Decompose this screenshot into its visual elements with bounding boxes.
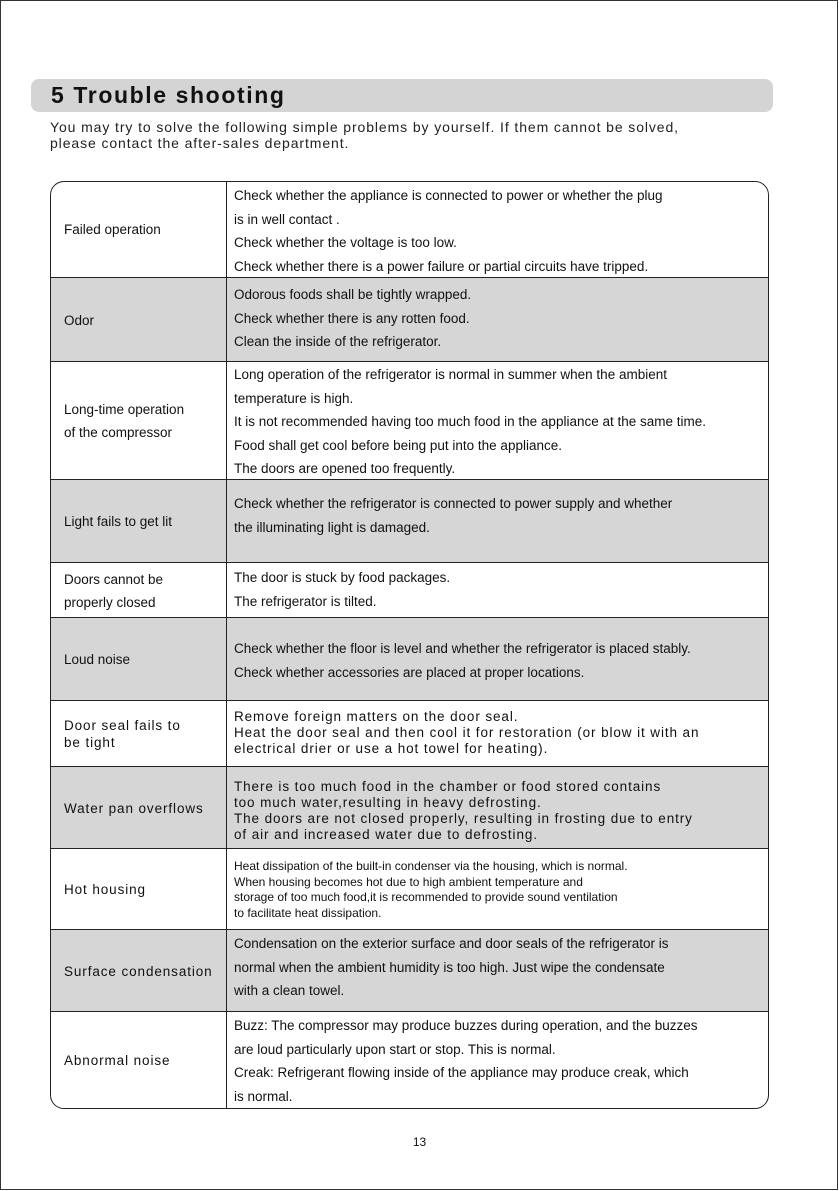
page-number: 13 bbox=[412, 1135, 427, 1149]
problem-cell bbox=[64, 767, 224, 849]
intro-text bbox=[50, 119, 770, 151]
solution-cell bbox=[234, 492, 764, 539]
solution-line: of air and increased water due to defrosting. bbox=[234, 827, 538, 842]
problem-label: Door seal fails to bbox=[64, 718, 181, 733]
solution-line: Long operation of the refrigerator is normal in summer when the ambient bbox=[234, 367, 667, 382]
problem-cell bbox=[64, 701, 224, 767]
problem-label: Odor bbox=[64, 312, 95, 328]
column-divider bbox=[226, 767, 227, 849]
solution-cell bbox=[234, 637, 764, 684]
solution-line: Buzz: The compressor may produce buzzes during operation, and the buzzes bbox=[234, 1018, 698, 1033]
table-row-long-time-operation bbox=[51, 361, 768, 480]
solution-line: Check whether the appliance is connected to power or whether the plug bbox=[234, 188, 663, 203]
solution-cell bbox=[234, 709, 764, 757]
problem-label: be tight bbox=[64, 735, 116, 750]
solution-cell bbox=[234, 283, 764, 354]
problem-cell bbox=[64, 1012, 224, 1109]
solution-line: Check whether accessories are placed at proper locations. bbox=[234, 664, 585, 680]
intro-line: please contact the after-sales department. bbox=[50, 135, 350, 151]
column-divider bbox=[226, 278, 227, 362]
problem-cell bbox=[64, 563, 224, 618]
table-row-water-pan bbox=[51, 766, 768, 849]
solution-cell bbox=[234, 779, 764, 843]
solution-line: Odorous foods shall be tightly wrapped. bbox=[234, 287, 472, 302]
problem-label: Water pan overflows bbox=[64, 800, 204, 816]
solution-cell bbox=[234, 566, 764, 613]
solution-cell bbox=[234, 184, 764, 278]
table-row-door-seal bbox=[51, 700, 768, 767]
solution-line: Check whether the floor is level and whether the refrigerator is placed stably. bbox=[234, 641, 691, 656]
solution-line: Check whether there is a power failure or partial circuits have tripped. bbox=[234, 258, 649, 274]
solution-line: too much water,resulting in heavy defrosting. bbox=[234, 795, 542, 810]
solution-line: Condensation on the exterior surface and door seals of the refrigerator is bbox=[234, 936, 669, 951]
solution-line: There is too much food in the chamber or food stored contains bbox=[234, 779, 662, 794]
problem-label: Doors cannot be bbox=[64, 571, 164, 587]
section-title: 5 Trouble shooting bbox=[51, 82, 286, 108]
column-divider bbox=[226, 930, 227, 1012]
column-divider bbox=[226, 480, 227, 563]
table-row-light-fails bbox=[51, 479, 768, 563]
solution-line: to facilitate heat dissipation. bbox=[234, 905, 382, 920]
solution-line: Heat the door seal and then cool it for restoration (or blow it with an bbox=[234, 725, 700, 740]
column-divider bbox=[226, 618, 227, 701]
section-title-bar bbox=[31, 79, 773, 112]
solution-line: temperature is high. bbox=[234, 390, 354, 406]
problem-label: of the compressor bbox=[64, 425, 173, 440]
solution-line: storage of too much food,it is recommended to provide sound ventilation bbox=[234, 890, 618, 904]
solution-line: Check whether there is any rotten food. bbox=[234, 310, 470, 326]
table-row-hot-housing bbox=[51, 848, 768, 930]
solution-line: Check whether the refrigerator is connected to power supply and whether bbox=[234, 496, 673, 511]
column-divider bbox=[226, 701, 227, 767]
problem-label: Long-time operation bbox=[64, 402, 185, 417]
column-divider bbox=[226, 563, 227, 618]
column-divider bbox=[226, 1012, 227, 1109]
problem-cell bbox=[64, 930, 224, 1012]
solution-line: The refrigerator is tilted. bbox=[234, 593, 377, 609]
solution-cell bbox=[234, 932, 764, 1003]
table-row-doors-cannot-close bbox=[51, 562, 768, 618]
table-row-odor bbox=[51, 277, 768, 362]
problem-cell bbox=[64, 849, 224, 930]
solution-line: with a clean towel. bbox=[234, 983, 345, 998]
solution-line: When housing becomes hot due to high ambient temperature and bbox=[234, 874, 583, 889]
problem-label: Light fails to get lit bbox=[64, 514, 173, 529]
intro-line: You may try to solve the following simple problems by yourself. If them cannot be solved, bbox=[50, 119, 679, 135]
problem-cell bbox=[64, 618, 224, 701]
solution-line: Creak: Refrigerant flowing inside of the appliance may produce creak, which bbox=[234, 1065, 689, 1080]
solution-line: The doors are not closed properly, resulting in frosting due to entry bbox=[234, 811, 693, 826]
problem-cell bbox=[64, 182, 224, 277]
problem-label: Hot housing bbox=[64, 882, 146, 897]
solution-line: the illuminating light is damaged. bbox=[234, 519, 430, 535]
table-row-failed-operation bbox=[51, 182, 768, 277]
table-row-abnormal-noise bbox=[51, 1011, 768, 1109]
problem-cell bbox=[64, 278, 224, 362]
solution-line: electrical drier or use a hot towel for heating). bbox=[234, 741, 549, 756]
problem-label: Abnormal noise bbox=[64, 1053, 171, 1068]
solution-line: is in well contact . bbox=[234, 211, 340, 227]
solution-line: The door is stuck by food packages. bbox=[234, 570, 451, 585]
solution-line: normal when the ambient humidity is too high. Just wipe the condensate bbox=[234, 959, 665, 975]
column-divider bbox=[226, 849, 227, 930]
solution-line: The doors are opened too frequently. bbox=[234, 461, 456, 476]
problem-label: Loud noise bbox=[64, 652, 131, 667]
solution-line: Clean the inside of the refrigerator. bbox=[234, 334, 442, 349]
solution-cell bbox=[234, 1014, 764, 1108]
troubleshooting-table bbox=[50, 181, 769, 1109]
problem-label: properly closed bbox=[64, 594, 156, 610]
table-row-loud-noise bbox=[51, 617, 768, 701]
solution-line: It is not recommended having too much food in the appliance at the same time. bbox=[234, 414, 707, 429]
column-divider bbox=[226, 182, 227, 277]
solution-line: is normal. bbox=[234, 1088, 293, 1104]
solution-line: Food shall get cool before being put into the appliance. bbox=[234, 437, 562, 453]
solution-line: are loud particularly upon start or stop. This is normal. bbox=[234, 1041, 556, 1057]
solution-line: Remove foreign matters on the door seal. bbox=[234, 709, 519, 724]
solution-line: Heat dissipation of the built-in condenser via the housing, which is normal. bbox=[234, 859, 628, 873]
problem-cell bbox=[64, 480, 224, 563]
problem-cell bbox=[64, 362, 224, 480]
table-row-surface-condensation bbox=[51, 929, 768, 1012]
column-divider bbox=[226, 362, 227, 480]
problem-label: Surface condensation bbox=[64, 963, 213, 979]
solution-cell bbox=[234, 363, 764, 481]
problem-label: Failed operation bbox=[64, 222, 161, 237]
solution-line: Check whether the voltage is too low. bbox=[234, 235, 457, 250]
solution-cell bbox=[234, 859, 764, 921]
